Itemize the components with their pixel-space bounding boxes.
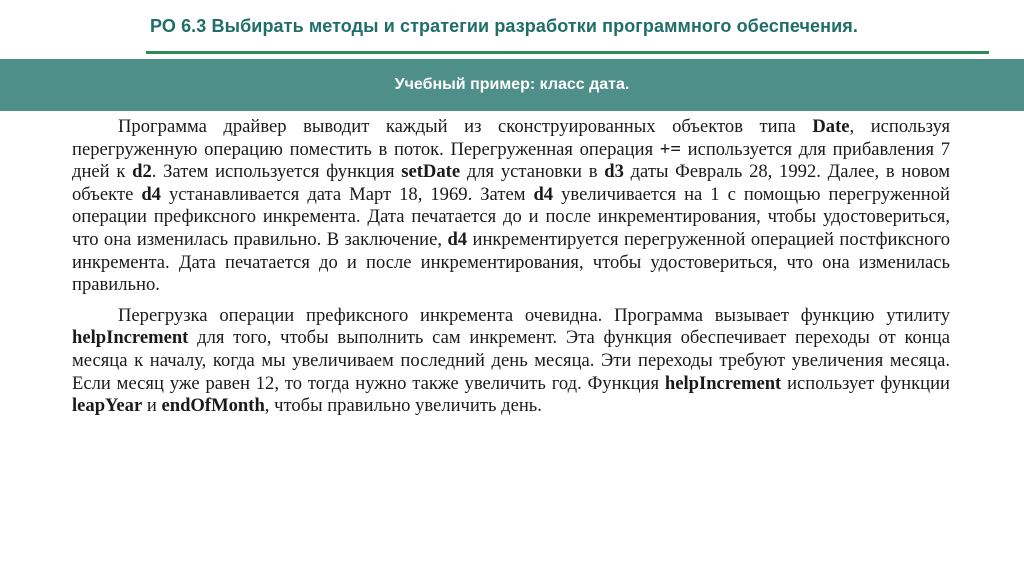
code-identifier: Date xyxy=(812,116,850,137)
text-run: инкрементируется перегруженной операцией постфиксного инкремента. Дата печатается до и после инкрементирования, чтобы удостовериться, что она изменилась правильно. xyxy=(72,228,951,296)
code-identifier: helpIncrement xyxy=(664,372,782,394)
text-run: для установки в xyxy=(460,161,605,183)
slide-title: РО 6.3 Выбирать методы и стратегии разработки программного обеспечения. xyxy=(150,16,859,36)
code-identifier: setDate xyxy=(401,161,461,183)
paragraph xyxy=(72,305,950,418)
title-divider xyxy=(146,51,989,54)
banner-subtitle: Учебный пример: класс дата. xyxy=(394,76,630,93)
text-run: и xyxy=(142,395,162,417)
text-run: , чтобы правильно увеличить день. xyxy=(264,395,542,417)
code-identifier: d4 xyxy=(533,183,554,205)
body-text xyxy=(72,116,950,418)
text-run: устанавливается дата Март 18, 1969. Затем xyxy=(160,183,534,205)
text-run: используется для прибавления 7 дней к xyxy=(72,138,950,183)
text-run: для того, чтобы выполнить сам инкремент. Эта функция обеспечивает переходы от конца месяца к началу, когда мы увеличиваем последний день месяца. Эти переходы требуют увеличения месяца. Если месяц уже равен 12, то тогда нужно также увеличить год. Функция xyxy=(72,327,950,394)
text-run: даты Февраль 28, 1992. Далее, в новом объекте xyxy=(72,161,950,205)
subtitle-banner xyxy=(0,59,1024,111)
code-identifier: d4 xyxy=(141,183,161,205)
paragraph xyxy=(72,116,950,297)
code-identifier: leapYear xyxy=(72,395,143,417)
text-run: Программа драйвер выводит каждый из сконструированных объектов типа xyxy=(118,116,813,137)
code-identifier: d4 xyxy=(447,228,468,250)
code-identifier: helpIncrement xyxy=(72,327,189,349)
text-run: , используя перегруженную операцию поместить в поток. Перегруженная операция xyxy=(72,116,951,160)
code-identifier: endOfMonth xyxy=(161,395,265,417)
code-identifier: d3 xyxy=(604,161,624,183)
code-identifier: d2 xyxy=(132,161,152,183)
code-identifier: += xyxy=(659,138,681,160)
text-run: использует функции xyxy=(781,372,950,394)
text-run: . Затем используется функция xyxy=(151,161,402,183)
text-run: увеличивается на 1 с помощью перегруженной операции префиксного инкремента. Дата печатается до и после инкрементирования, чтобы удостовериться, что она изменилась правильно. В заключение, xyxy=(72,183,950,250)
text-run: Перегрузка операции префиксного инкремента очевидна. Программа вызывает функцию утилиту xyxy=(118,304,950,326)
